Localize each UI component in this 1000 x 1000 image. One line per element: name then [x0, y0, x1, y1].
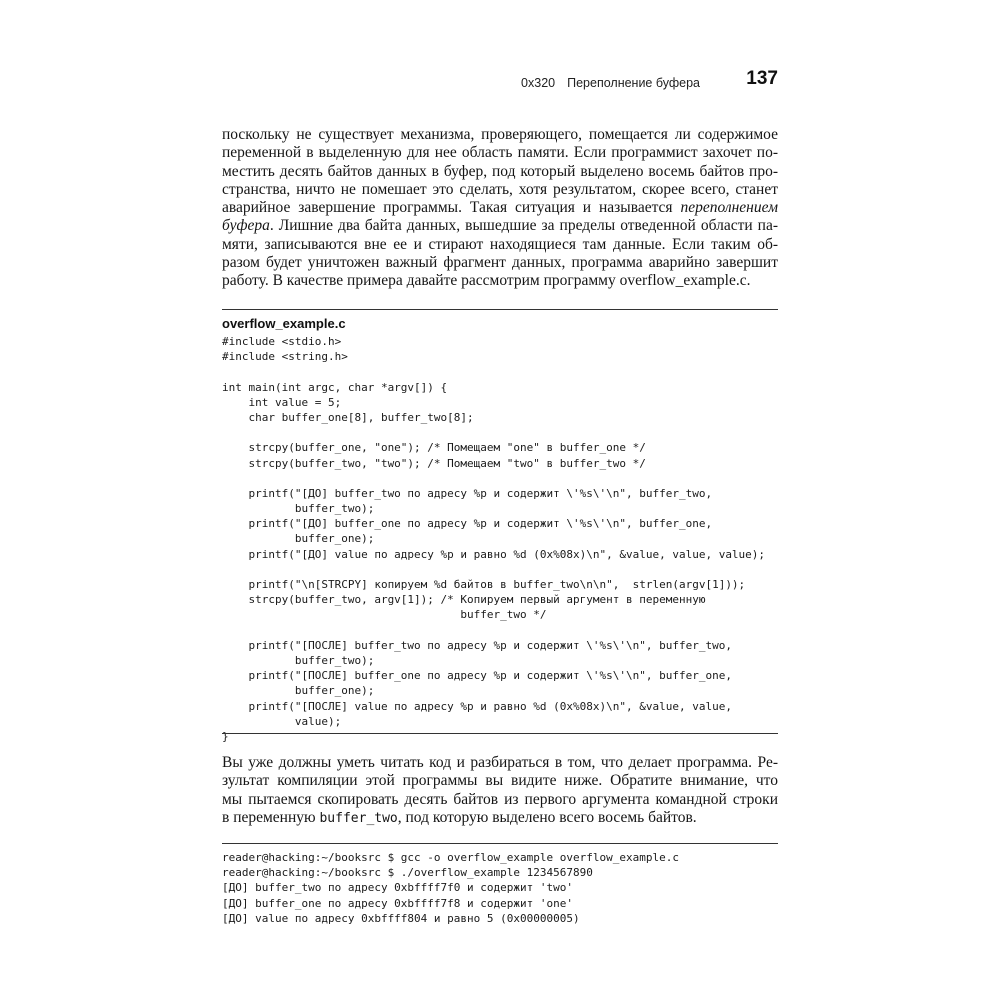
section-heading — [521, 76, 700, 90]
terminal-line: reader@hacking:~/booksrc $ gcc -o overflow_example overflow_example.c — [222, 851, 679, 864]
listing-title: overflow_example.c — [222, 316, 346, 331]
terminal-line: [ДО] buffer_one по адресу 0xbffff7f8 и содержит 'one' — [222, 896, 573, 910]
paragraph-line: мяти, записываются вне ее и стирают находящиеся там данные. Если таким об- — [222, 235, 778, 253]
paragraph-line: мы пытаемся скопировать десять байтов из первого аргумента командной строки — [222, 790, 778, 808]
page-number: 137 — [746, 68, 778, 89]
code-line: printf("[ПОСЛЕ] buffer_one по адресу %p и содержит \'%s\'\n", buffer_one, — [222, 669, 732, 683]
code-line: int value = 5; — [222, 395, 342, 409]
code-line: char buffer_one[8], buffer_two[8]; — [222, 410, 474, 424]
code-line: printf("\n[STRCPY] копируем %d байтов в buffer_two\n\n", strlen(argv[1])); — [222, 578, 746, 591]
code-line: printf("[ДО] value по адресу %p и равно %d (0x%08x)\n", &value, value, value); — [222, 547, 766, 561]
code-line — [222, 471, 782, 486]
code-line — [222, 623, 782, 638]
terminal-line: [ДО] buffer_two по адресу 0xbffff7f0 и содержит 'two' — [222, 881, 573, 895]
paragraph-line: разом будет уничтожен важный фрагмент данных, программа аварийно завершит — [222, 254, 778, 272]
code-line: strcpy(buffer_one, "one"); /* Помещаем "one" в buffer_one */ — [222, 441, 646, 455]
code-line: int main(int argc, char *argv[]) { — [222, 380, 448, 394]
paragraph-line: местить десять байтов данных в буфер, под который выделено восемь байтов про- — [222, 162, 778, 180]
intro-paragraph — [222, 126, 778, 291]
code-line: value); — [222, 714, 342, 728]
term-emphasis: буфера — [222, 217, 270, 235]
paragraph-line — [222, 217, 778, 235]
paragraph-line: зультат компиляции этой программы вы видите ниже. Обратите внимание, что — [222, 772, 778, 790]
code-line: buffer_one); — [222, 532, 375, 546]
paragraph-line: поскольку не существует механизма, проверяющего, помещается ли содержимое — [222, 126, 778, 143]
code-line — [222, 364, 782, 379]
section-code: 0x320 — [521, 76, 556, 90]
terminal-top-rule — [222, 843, 778, 844]
listing-top-rule — [222, 309, 778, 310]
code-line: buffer_two); — [222, 653, 375, 667]
code-line: buffer_two */ — [222, 608, 547, 622]
section-title: Переполнение буфера — [567, 76, 700, 90]
code-line — [222, 562, 782, 577]
paragraph-line: Вы уже должны уметь читать код и разбираться в том, что делает программа. Ре- — [222, 754, 778, 771]
code-line: printf("[ДО] buffer_two по адресу %p и содержит \'%s\'\n", buffer_two, — [222, 486, 713, 500]
running-header — [222, 70, 778, 94]
code-line — [222, 425, 782, 440]
terminal-output — [222, 850, 782, 926]
paragraph-line — [222, 199, 778, 217]
paragraph-line: странства, ничто не помешает это сделать, хотя результатом, скорее всего, станет — [222, 180, 778, 198]
code-line: #include <stdio.h> — [222, 335, 342, 348]
paragraph-text: , под которую выделено всего восемь байтов. — [397, 808, 697, 826]
code-line: buffer_two); — [222, 502, 375, 516]
code-line: printf("[ДО] buffer_one по адресу %p и содержит \'%s\'\n", buffer_one, — [222, 517, 713, 531]
terminal-line: [ДО] value по адресу 0xbffff804 и равно 5 (0x00000005) — [222, 911, 580, 925]
code-line: #include <string.h> — [222, 350, 348, 364]
code-line: printf("[ПОСЛЕ] buffer_two по адресу %p и содержит \'%s\'\n", buffer_two, — [222, 638, 732, 652]
code-line: buffer_one); — [222, 684, 375, 698]
code-line: strcpy(buffer_two, "two"); /* Помещаем "two" в buffer_two */ — [222, 456, 646, 470]
paragraph-line: переменной в выделенную для нее область памяти. Если программист захочет по- — [222, 144, 778, 162]
listing-bottom-rule — [222, 733, 778, 734]
paragraph-text: в переменную — [222, 808, 320, 826]
term-emphasis: переполнением — [680, 199, 778, 217]
paragraph-text: аварийное завершение программы. Такая ситуация и называется — [222, 199, 681, 217]
paragraph-line: работу. В качестве примера давайте рассмотрим программу overflow_example.c. — [222, 272, 751, 290]
code-line: } — [222, 729, 229, 743]
inline-code: buffer_two — [319, 810, 398, 826]
code-line: strcpy(buffer_two, argv[1]); /* Копируем первый аргумент в переменную — [222, 593, 706, 607]
paragraph-text: . Лишние два байта данных, вышедшие за пределы отведенной области па- — [269, 217, 778, 235]
paragraph-line — [222, 809, 778, 828]
code-listing — [222, 334, 782, 744]
terminal-line: reader@hacking:~/booksrc $ ./overflow_example 1234567890 — [222, 866, 593, 880]
explanation-paragraph — [222, 754, 778, 828]
code-line: printf("[ПОСЛЕ] value по адресу %p и равно %d (0x%08x)\n", &value, value, — [222, 699, 732, 713]
